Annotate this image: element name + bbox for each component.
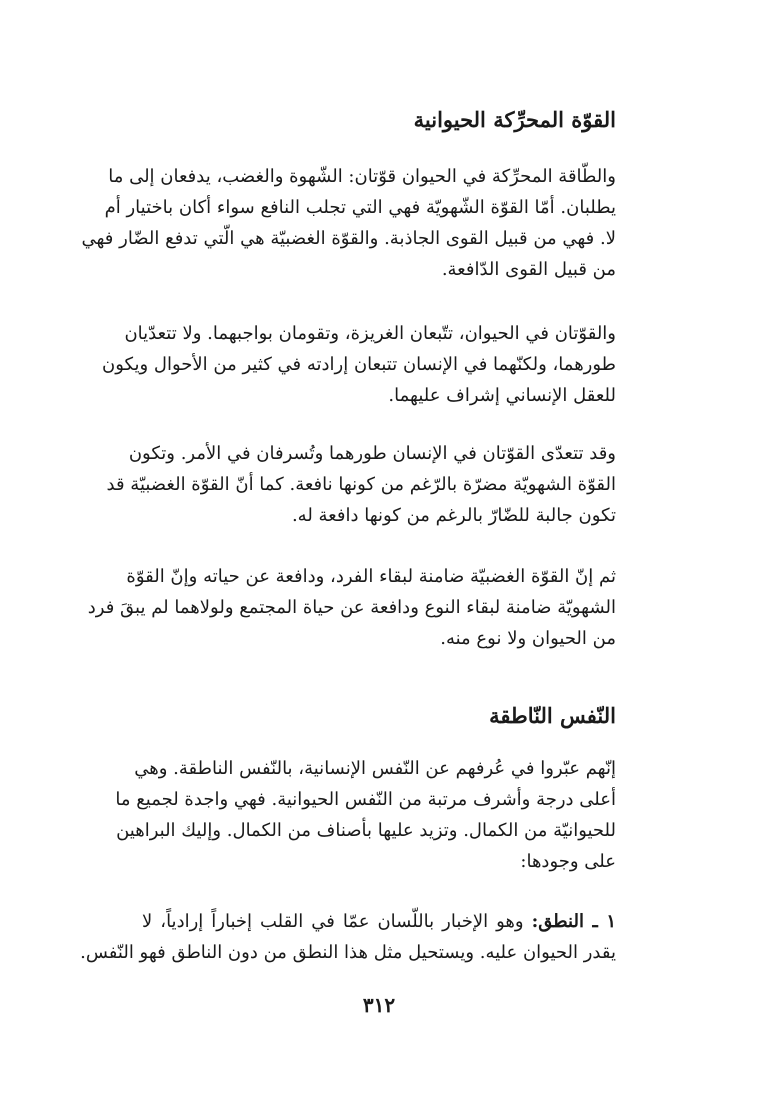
paragraph-line: من الحيوان ولا نوع منه. xyxy=(440,628,616,649)
paragraph-line: أعلى درجة وأشرف مرتبة من النّفس الحيوانية. فهي واجدة لجميع ما xyxy=(115,789,616,810)
paragraph-proof-speech xyxy=(80,906,616,968)
paragraph-line: ثم إنّ القوّة الغضبيّة ضامنة لبقاء الفرد، ودافعة عن حياته وإنّ القوّة xyxy=(126,566,616,587)
paragraph-line: الشهويّة ضامنة لبقاء النوع ودافعة عن حياة المجتمع ولولاهما لم يبقَ فرد xyxy=(87,597,616,618)
paragraph-line: وقد تتعدّى القوّتان في الإنسان طورهما وتُسرفان في الأمر. وتكون xyxy=(128,443,616,464)
paragraph-line: من قبيل القوى الدّافعة. xyxy=(441,259,616,280)
paragraph-line: طورهما، ولكنّهما في الإنسان تتبعان إرادته في كثير من الأحوال ويكون xyxy=(102,354,616,375)
section-heading-animal-motive-power: القوّة المحرِّكة الحيوانية xyxy=(413,107,616,132)
paragraph-rational-soul xyxy=(115,753,616,877)
proof-text: وهو الإخبار باللّسان عمّا في القلب إخباراً إرادياً، لا xyxy=(142,911,524,932)
paragraph-powers-excess xyxy=(106,438,616,531)
paragraph-line: والطّاقة المحرِّكة في الحيوان قوّتان: الشّهوة والغضب، يدفعان إلى ما xyxy=(108,166,616,187)
paragraph-line: والقوّتان في الحيوان، تتّبعان الغريزة، وتقومان بواجبهما. ولا تتعدّيان xyxy=(124,323,616,344)
paragraph-line: للحيوانيّة من الكمال. وتزيد عليها بأصناف من الكمال. وإليك البراهين xyxy=(116,820,616,841)
paragraph-powers-in-animals xyxy=(102,318,616,411)
paragraph-powers-preservation xyxy=(87,561,616,654)
paragraph-line: يطلبان. أمّا القوّة الشّهويّة فهي التي تجلب النافع سواء أكان باختيار أم xyxy=(104,197,616,218)
proof-term-speech: ١ ـ النطق: xyxy=(531,911,616,932)
paragraph-line: على وجودها: xyxy=(520,851,616,872)
paragraph-line: يقدر الحيوان عليه. ويستحيل مثل هذا النطق من دون الناطق فهو النّفس. xyxy=(80,942,616,963)
paragraph-line: لا. فهي من قبيل القوى الجاذبة. والقوّة الغضبيّة هي الّتي تدفع الضّار فهي xyxy=(81,228,616,249)
paragraph-line: إنّهم عبّروا في عُرفهم عن النّفس الإنسانية، بالنّفس الناطقة. وهي xyxy=(134,758,616,779)
paragraph-two-powers xyxy=(81,161,616,285)
paragraph-line xyxy=(142,906,616,937)
section-heading-rational-soul: النّفس النّاطقة xyxy=(489,703,616,728)
paragraph-line: القوّة الشهويّة مضرّة بالرّغم من كونها نافعة. كما أنّ القوّة الغضبيّة قد xyxy=(106,474,616,495)
paragraph-line: للعقل الإنساني إشراف عليهما. xyxy=(388,385,616,406)
page-number: ٣١٢ xyxy=(362,993,396,1017)
paragraph-line: تكون جالبة للضّارّ بالرغم من كونها دافعة له. xyxy=(291,505,616,526)
